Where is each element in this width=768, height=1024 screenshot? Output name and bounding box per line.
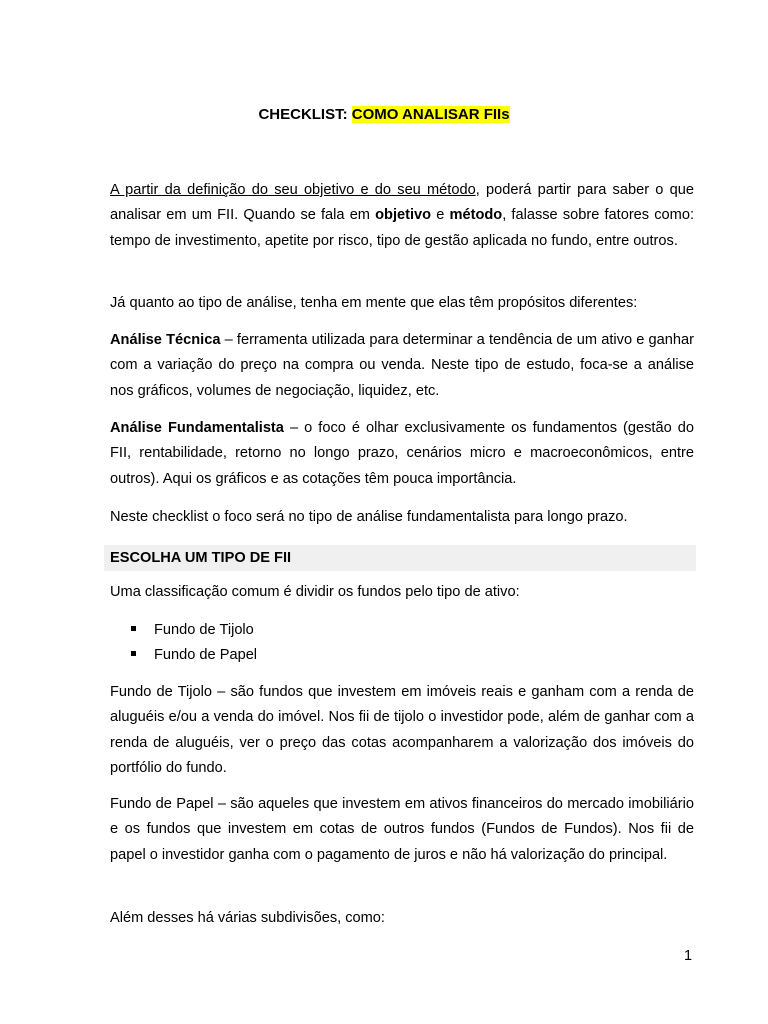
bullet-item (131, 645, 257, 665)
bullet-item (131, 620, 254, 640)
page-number: 1 (684, 948, 693, 964)
intro-bold-metodo: método (449, 207, 503, 224)
classification-paragraph: Uma classificação comum é dividir os fundos pelo tipo de ativo: (110, 584, 520, 600)
section-heading: ESCOLHA UM TIPO DE FII (104, 545, 696, 571)
title-prefix: CHECKLIST: (258, 106, 352, 123)
technical-analysis-term: Análise Técnica (110, 332, 221, 348)
bullet-square-icon (131, 626, 136, 631)
intro-bold-objetivo: objetivo (375, 207, 432, 224)
page-title (0, 105, 768, 125)
fundamental-analysis-paragraph (110, 416, 694, 492)
fundamental-analysis-text: – o foco é olhar exclusivamente os fundamentos (gestão do FII, rentabilidade, retorno no longo prazo, cenários micro e macroeconômicos, entre outros). Aqui os gráficos e as cotações têm pouca importância. (110, 420, 694, 487)
fundamental-analysis-term: Análise Fundamentalista (110, 420, 284, 436)
intro-text-2: e (431, 207, 450, 224)
intro-paragraph (110, 178, 694, 254)
bullet-square-icon (131, 651, 136, 656)
papel-paragraph: Fundo de Papel – são aqueles que investem em ativos financeiros do mercado imobiliário e os fundos que investem em cotas de outros fundos (Fundos de Fundos). Nos fii de papel o investidor ganha com o pagamento de juros e não há valorização do principal. (110, 796, 694, 863)
technical-analysis-paragraph (110, 328, 694, 404)
focus-paragraph: Neste checklist o foco será no tipo de análise fundamentalista para longo prazo. (110, 509, 628, 525)
bullet-label: Fundo de Tijolo (154, 622, 254, 638)
intro-text-3: , falasse sobre fatores como: tempo de investimento, apetite por risco, tipo de gestão aplicada no fundo, entre outros. (110, 207, 694, 249)
intro-text-1: , poderá partir para saber o que analisar em um FII. Quando se fala em (110, 182, 694, 224)
bullet-label: Fundo de Papel (154, 647, 258, 663)
analysis-types-paragraph: Já quanto ao tipo de análise, tenha em mente que elas têm propósitos diferentes: (110, 295, 638, 311)
intro-underlined-text: A partir da definição do seu objetivo e do seu método (110, 182, 476, 198)
tijolo-paragraph: Fundo de Tijolo – são fundos que investem em imóveis reais e ganham com a renda de aluguéis e/ou a venda do imóvel. Nos fii de tijolo o investidor pode, além de ganhar com a renda de aluguéis, ver o preço das cotas acompanharem a valorização dos imóveis do portfólio do fundo. (110, 684, 694, 776)
subdivisions-paragraph: Além desses há várias subdivisões, como: (110, 910, 385, 926)
technical-analysis-text: – ferramenta utilizada para determinar a tendência de um ativo e ganhar com a variação do preço na compra ou venda. Neste tipo de estudo, foca-se a análise nos gráficos, volumes de negociação, liquidez, etc. (110, 332, 694, 399)
title-highlight: COMO ANALISAR FIIs (351, 106, 510, 123)
